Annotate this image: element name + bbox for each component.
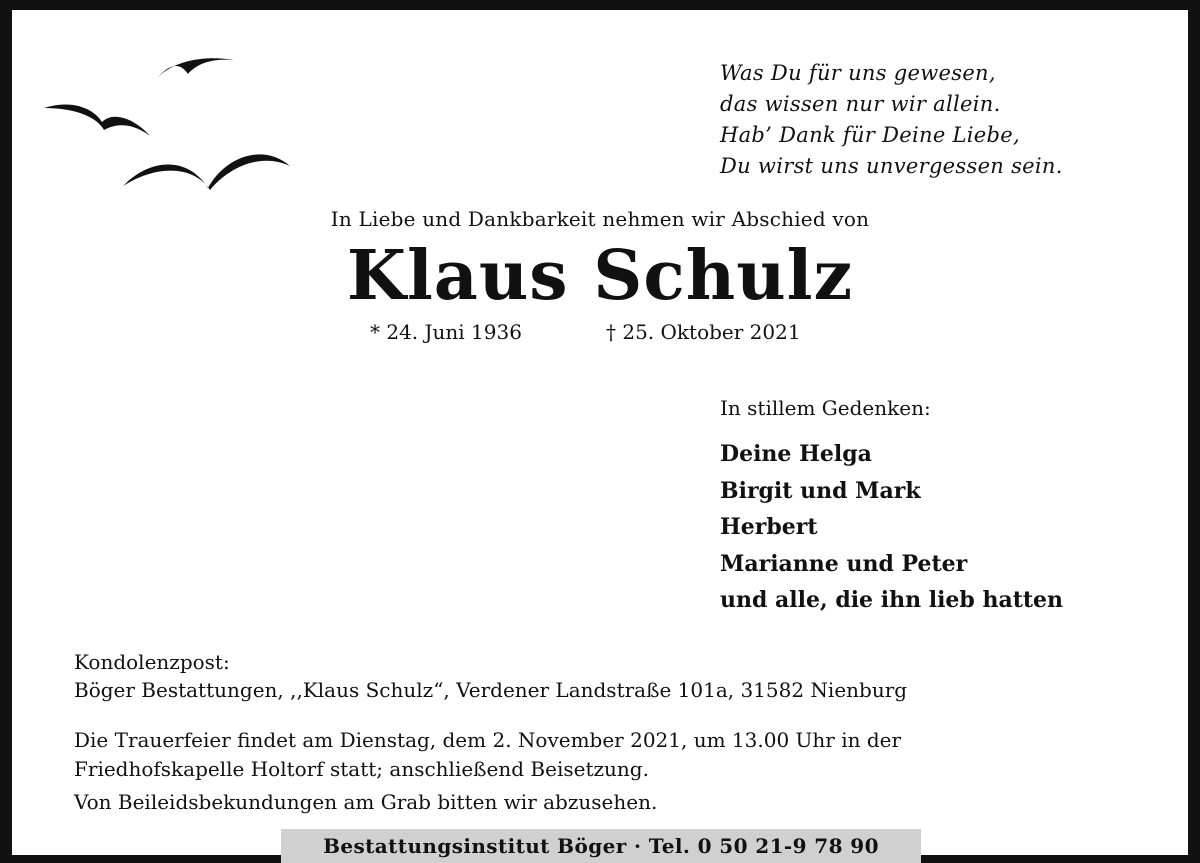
farewell-intro: In Liebe und Dankbarkeit nehmen wir Abschied von <box>330 207 870 231</box>
mourners-heading: In stillem Gedenken: <box>720 396 931 420</box>
funeral-home-footer: Bestattungsinstitut Böger · Tel. 0 50 21-9 78 90 <box>281 829 921 863</box>
birth-date: * 24. Juni 1936 <box>370 320 522 344</box>
ceremony-line: Friedhofskapelle Holtorf statt; anschließend Beisetzung. <box>74 757 649 781</box>
birds-icon <box>38 50 298 195</box>
mourners-list <box>720 436 1063 619</box>
condolence-label: Kondolenzpost: <box>74 650 230 674</box>
condolence-address: Böger Bestattungen, ,,Klaus Schulz“, Verdener Landstraße 101a, 31582 Nienburg <box>74 678 908 702</box>
mourner-name: Birgit und Mark <box>720 477 921 504</box>
poem-line: das wissen nur wir allein. <box>720 92 1001 116</box>
poem <box>720 58 1063 182</box>
condolence-post <box>74 648 907 704</box>
deceased-name: Klaus Schulz <box>346 236 854 316</box>
mourner-name: Herbert <box>720 514 818 540</box>
mourner-name: Deine Helga <box>720 441 872 467</box>
poem-line: Hab’ Dank für Deine Liebe, <box>720 123 1020 147</box>
ceremony-info <box>74 726 901 784</box>
poem-line: Du wirst uns unvergessen sein. <box>720 154 1063 178</box>
mourner-name: und alle, die ihn lieb hatten <box>720 587 1064 613</box>
death-date: † 25. Oktober 2021 <box>606 320 801 344</box>
mourner-name: Marianne und Peter <box>720 550 968 577</box>
ceremony-line: Die Trauerfeier findet am Dienstag, dem 2. November 2021, um 13.00 Uhr in der <box>74 728 902 752</box>
condolence-request: Von Beileidsbekundungen am Grab bitten wir abzusehen. <box>74 790 658 814</box>
poem-line: Was Du für uns gewesen, <box>720 61 996 85</box>
